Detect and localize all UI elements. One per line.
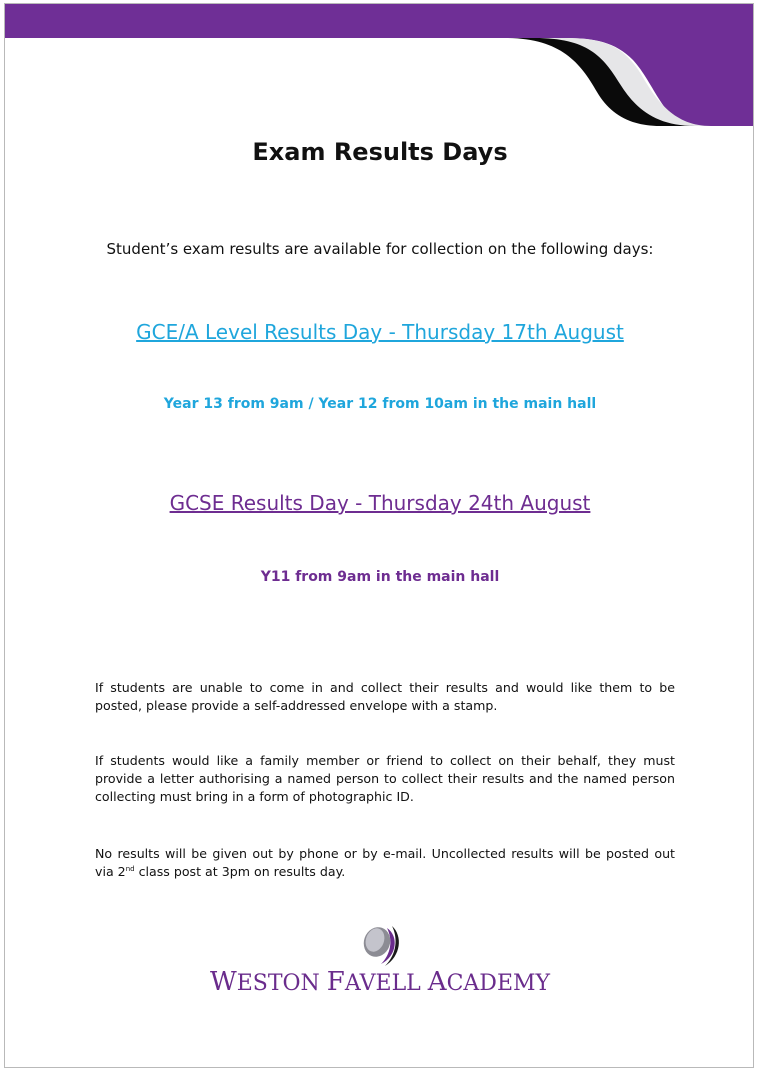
page-title: Exam Results Days: [252, 138, 508, 166]
academy-logo-text: WESTON FAVELL ACADEMY: [209, 967, 551, 997]
no-phone-text-b: class post at 3pm on results day.: [134, 864, 346, 879]
ordinal-superscript: nd: [125, 864, 135, 873]
posted-results-paragraph: If students are unable to come in and collect their results and would like them to be posted, please provide a self-addressed envelope with a stamp.: [95, 680, 675, 713]
document-page: [4, 3, 754, 1068]
gce-results-heading[interactable]: GCE/A Level Results Day - Thursday 17th August: [136, 320, 624, 344]
header-band: [5, 4, 754, 134]
intro-text: Student’s exam results are available for collection on the following days:: [106, 240, 654, 258]
academy-crest-icon: [357, 922, 405, 968]
proxy-collection-paragraph: If students would like a family member or friend to collect on their behalf, they must provide a letter authorising a named person to collect their results and the named person collecting must bring in a form of photographic ID.: [95, 753, 675, 804]
no-phone-paragraph: [95, 845, 675, 881]
gcse-results-details: Y11 from 9am in the main hall: [260, 569, 500, 585]
gce-results-details: Year 13 from 9am / Year 12 from 10am in the main hall: [163, 396, 597, 412]
gcse-results-heading[interactable]: GCSE Results Day - Thursday 24th August: [169, 491, 591, 515]
no-phone-text-a: No results will be given out by phone or by e-mail. Uncollected results will be posted out via 2: [95, 846, 675, 879]
